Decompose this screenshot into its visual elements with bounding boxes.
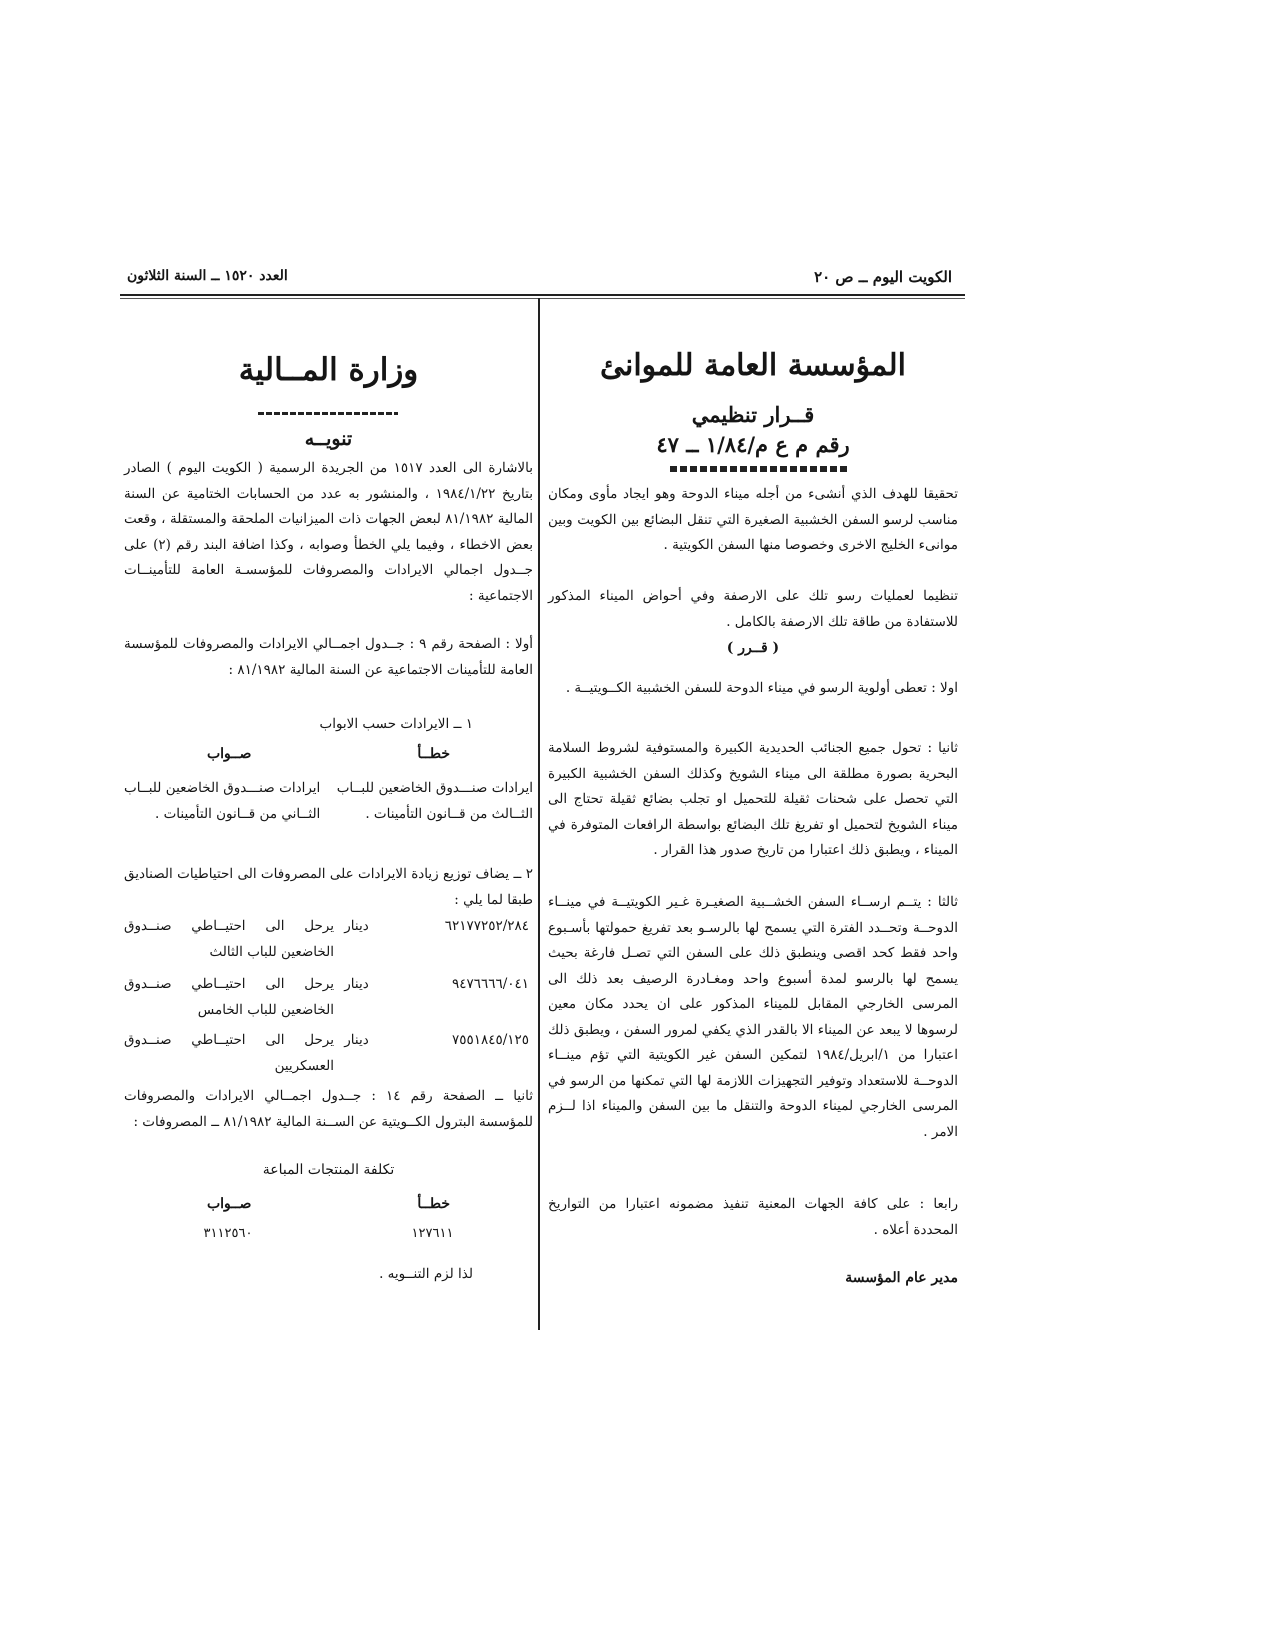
issue-number: العدد ١٥٢٠ ــ السنة الثلاثون <box>127 268 288 284</box>
wrong-label: خطــأ <box>417 746 450 762</box>
ministry-title: وزارة المــالية <box>238 352 419 388</box>
clause-first: اولا : تعطى أولوية الرسو في ميناء الدوحة للسفن الخشبية الكــويتيــة . <box>565 680 958 696</box>
right-value: ٣١١٢٥٦٠ <box>203 1226 253 1241</box>
cost-title: تكلفة المنتجات المباعة <box>262 1162 395 1178</box>
wrong-right-header <box>124 1196 533 1212</box>
clause-fourth: رابعا : على كافة الجهات المعنية تنفيذ مضمونه اعتبارا من التواريخ المحددة أعلاه . <box>548 1196 958 1238</box>
item-2-title: ٢ ــ يضاف توزيع زيادة الايرادات على المصروفات الى احتياطيات الصناديق طبقا لما يلي : <box>124 866 533 908</box>
wrong-label: خطــأ <box>417 1196 450 1212</box>
notice-closing: لذا لزم التنــويه . <box>379 1266 473 1282</box>
notice-first: أولا : الصفحة رقم ٩ : جــدول اجمــالي الايرادات والمصروفات للمؤسسة العامة للتأمينات الاجتماعية عن السنة المالية ٨١/١٩٨٢ : <box>124 636 533 678</box>
transfer-row <box>124 972 529 1023</box>
decision-title: قــرار تنظيمي <box>691 402 815 427</box>
transfer-destination: يرحل الى احتيــاطي صنــدوق الخاضعين للباب الخامس <box>124 976 334 1018</box>
notice-title: تنويــه <box>304 428 353 450</box>
transfer-currency: دينار <box>344 918 369 934</box>
signature: مدير عام المؤسسة <box>845 1270 958 1286</box>
page-header: الكويت اليوم ــ ص ٢٠ <box>814 268 952 286</box>
wrong-value: ١٢٧٦١١ <box>411 1226 454 1241</box>
correction-2 <box>124 1226 533 1241</box>
transfer-destination: يرحل الى احتيــاطي صنــدوق الخاضعين للباب الثالث <box>124 918 334 960</box>
header-rule-thin <box>120 298 965 299</box>
transfer-currency: دينار <box>344 976 369 992</box>
wrong-text: ايرادات صنـــدوق الخاضعين للبــاب الثــاني من قــانون التأمينات . <box>124 780 321 822</box>
correction-1 <box>124 776 533 827</box>
notice-intro: بالاشارة الى العدد ١٥١٧ من الجريدة الرسمية ( الكويت اليوم ) الصادر بتاريخ ١٩٨٤/١/٢٢ ، والمنشور به عدد من الحسابات الختامية عن السنة المالية ٨١/١٩٨٢ لبعض الجهات ذات الميزانيات الملحقة والمستقلة ، وقعت بعض الاخطاء ، وفيما يلي الخطأ وصوابه ، وكذا اضافة البند رقم (٢) على جــدول اجمالي الايرادات والمصروفات للمؤسسـة العامة للتأمينــات الاجتماعية : <box>124 460 534 604</box>
intro-paragraph-1: تحقيقا للهدف الذي أنشىء من أجله ميناء الدوحة وهو ايجاد مأوى ومكان مناسب لرسو السفن الخشبية الصغيرة التي تنقل البضائع بين الكويت وبين موانىء الخليج الاخرى وخصوصا منها السفن الكويتية . <box>548 486 958 553</box>
transfer-amount: ٩٤٧٦٦٦٦/٠٤١ <box>451 976 529 992</box>
right-label: صــواب <box>206 1196 252 1212</box>
right-text: ايرادات صنـــدوق الخاضعين للبــاب الثــالث من قــانون التأمينات . <box>336 780 533 822</box>
decorative-rule <box>670 466 850 472</box>
clause-third: ثالثا : يتــم ارســاء السفن الخشــبية الصغيـرة غـير الكويتيــة في مينــاء الدوحــة وتحــدد الفترة التي يسمح لها بالرسـو بعد تفريغ حمولتها بأسـبوع واحد فقط كحد اقصى وينطبق ذلك على السفن التي تصـل فارغة بحيث يسمح لها بالرسو لمدة أسبوع واحد ومغـادرة الرصيف بعد ذلك الى المرسى الخارجي المقابل للميناء المذكور على ان يحدد مكان معين لرسوها لا يبعد عن الميناء الا بالقدر الذي يكفي لمرور السفن ، ويطبق ذلك اعتبارا من ١/ابريل/١٩٨٤ لتمكين السفن غير الكويتية التي تؤم مينــاء الدوحــة للاستعداد وتوفير التجهيزات اللازمة لها التي تمكنها من الرسو في المرسى الخارجي لميناء الدوحة والتنقل ما بين السفن والميناء اذا لــزم الامر . <box>548 894 958 1140</box>
item-1-title: ١ ــ الايرادات حسب الابواب <box>319 716 473 732</box>
org-title: المؤسسة العامة للموانئ <box>599 348 907 383</box>
header-rule <box>120 294 965 296</box>
decision-number: رقم م ع م/١/٨٤ ــ ٤٧ <box>656 432 850 457</box>
column-divider <box>538 298 540 1330</box>
transfer-amount: ٦٢١٧٧٢٥٢/٢٨٤ <box>444 918 529 934</box>
transfer-amount: ٧٥٥١٨٤٥/١٢٥ <box>451 1032 529 1048</box>
intro-paragraph-2: تنظيما لعمليات رسو تلك على الارصفة وفي أحواض الميناء المذكور للاستفادة من طاقة تلك الارصفة بالكامل . <box>548 588 958 630</box>
clause-second: ثانيا : تحول جميع الجنائب الحديدية الكبيرة والمستوفية لشروط السلامة البحرية بصورة مطلقة الى ميناء الشويخ وكذلك السفن الخشبية الكبيرة التي تحصل على شحنات ثقيلة للتحميل او تجلب بضائع ثقيلة تحتاج الى ميناء الشويخ لتحميل او تفريغ تلك البضائع بواسطة الرافعات المتوفرة في الميناء ، ويطبق ذلك اعتبارا من تاريخ صدور هذا القرار . <box>548 740 958 858</box>
transfer-row <box>124 1028 529 1079</box>
decorative-rule <box>258 412 398 415</box>
wrong-right-header <box>124 746 533 762</box>
right-label: صــواب <box>206 746 252 762</box>
notice-second: ثانيا ــ الصفحة رقم ١٤ : جــدول اجمــالي الايرادات والمصروفات للمؤسسة البترول الكــويتية عن الســنة المالية ٨١/١٩٨٢ ــ المصروفات : <box>124 1088 534 1130</box>
transfer-currency: دينار <box>344 1032 369 1048</box>
decided-heading: ( قــرر ) <box>726 640 780 656</box>
transfer-destination: يرحل الى احتيــاطي صنــدوق العسكريين <box>124 1032 334 1074</box>
transfer-row <box>124 914 529 965</box>
